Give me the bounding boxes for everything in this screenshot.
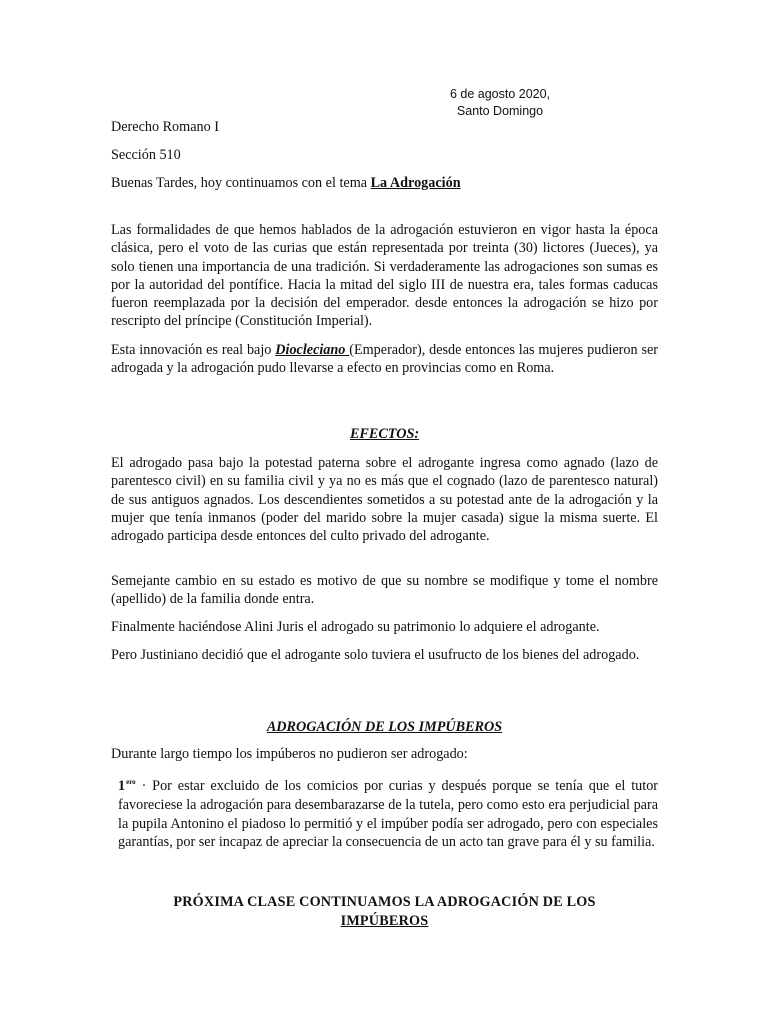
paragraph-efectos-1: El adrogado pasa bajo la potestad paterna sobre el adrogante ingresa como agnado (lazo de parentesco civil) en su familia civil y ya no es más que el cognado (lazo de parentesco natural) de sus antiguos agnados. Los descendientes sometidos a su potestad ante de la adrogación y la mujer que tenía inmanos (poder del marido sobre la mujer casada) sigue la misma suerte. El adrogado participa desde entonces del culto privado del adrogante. bbox=[111, 455, 658, 545]
paragraph-formalidades: Las formalidades de que hemos hablados de la adrogación estuvieron en vigor hasta la época clásica, pero el voto de las curias que están representada por treinta (30) lictores (Jueces), ya solo tienen una importancia de una tradición. Si verdaderamente las adrogaciones son sumas es por la autoridad del pontífice. Hacia la mitad del siglo III de nuestra era, tales formas caducas fueron reemplazada por la decisión del emperador. desde entonces la adrogación se hizo por rescripto del príncipe (Constitución Imperial). bbox=[111, 222, 658, 330]
document-place: Santo Domingo bbox=[456, 104, 544, 118]
closing-announcement bbox=[111, 893, 658, 931]
greeting-line bbox=[111, 175, 461, 192]
item-number-digit: 1 bbox=[118, 778, 126, 794]
item-number-suffix: ero bbox=[126, 778, 136, 786]
impuberos-heading: ADROGACIÓN DE LOS IMPÚBEROS bbox=[266, 719, 503, 735]
list-item bbox=[118, 773, 658, 852]
efectos-heading: EFECTOS: bbox=[349, 426, 420, 442]
topic-title: La Adrogación bbox=[370, 175, 461, 191]
item-text: · Por estar excluido de los comicios por curias y después porque se tenía que el tutor favoreciese la adrogación para desembarazarse de la tutela, pero como esto era perjudicial para la pupila Antonino el piadoso lo permitió y el impúber podía ser adrogado, pero con especiales garantías, por ser incapaz de apreciar la consecuencia de un acto tan grave para él y su familia. bbox=[118, 778, 659, 851]
course-section: Sección 510 bbox=[111, 147, 181, 163]
innovacion-text-end: (Emperador), desde entonces las mujeres pudieron ser adrogada y la adrogación pudo llevarse a efecto en provincias como en Roma. bbox=[111, 342, 658, 377]
date-place-block bbox=[430, 86, 570, 120]
paragraph-efectos-3: Finalmente haciéndose Alini Juris el adrogado su patrimonio lo adquiere el adrogante. bbox=[111, 619, 600, 635]
closing-line-1: PRÓXIMA CLASE CONTINUAMOS LA ADROGACIÓN DE LOS bbox=[173, 894, 596, 910]
item-number bbox=[118, 778, 136, 794]
greeting-text: Buenas Tardes, hoy continuamos con el tema bbox=[111, 175, 371, 191]
closing-line-2: IMPÚBEROS bbox=[340, 913, 429, 929]
paragraph-efectos-4: Pero Justiniano decidió que el adrogante solo tuviera el usufructo de los bienes del adrogado. bbox=[111, 647, 640, 663]
impuberos-intro: Durante largo tiempo los impúberos no pudieron ser adrogado: bbox=[111, 746, 468, 762]
course-name: Derecho Romano I bbox=[111, 119, 219, 135]
emperor-name: Diocleciano bbox=[275, 342, 350, 358]
document-date: 6 de agosto 2020, bbox=[449, 87, 551, 101]
innovacion-text-start: Esta innovación es real bajo bbox=[111, 342, 276, 358]
paragraph-innovacion bbox=[111, 341, 658, 378]
paragraph-efectos-2: Semejante cambio en su estado es motivo de que su nombre se modifique y tome el nombre (apellido) de la familia donde entra. bbox=[111, 573, 658, 608]
